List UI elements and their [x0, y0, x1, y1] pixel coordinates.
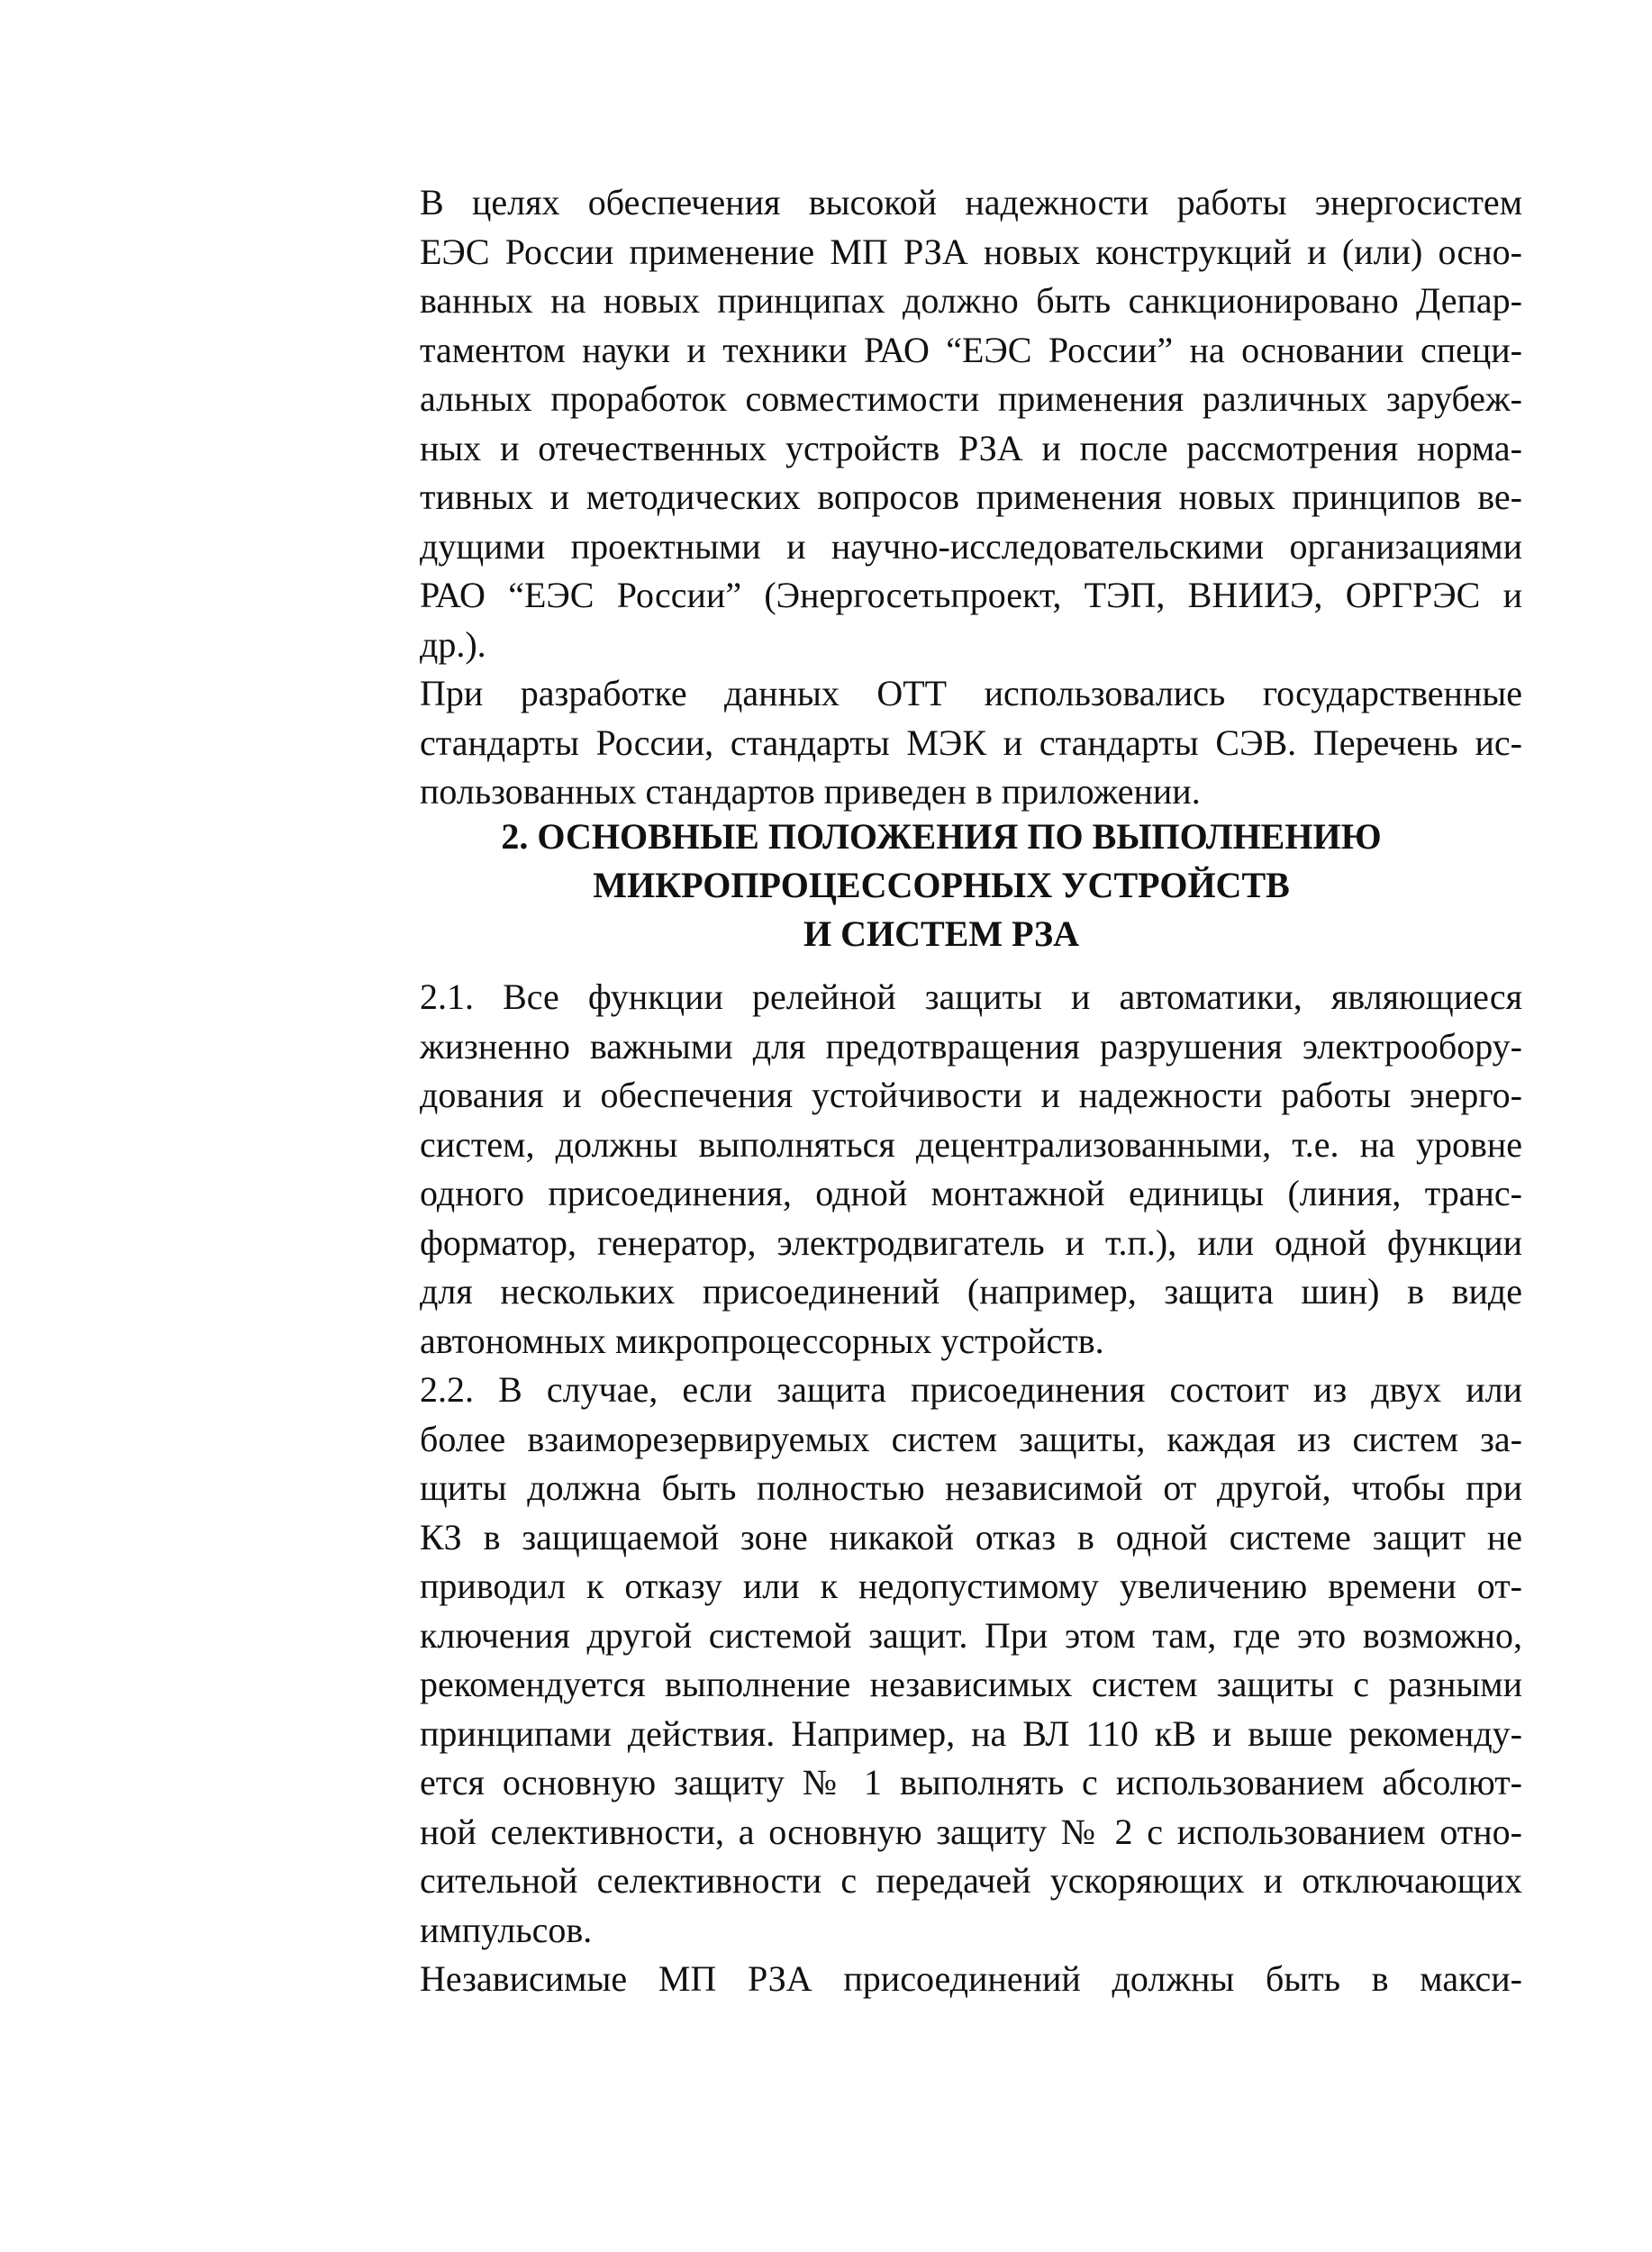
- text-line: импульсов.: [420, 1909, 593, 1950]
- text-line: рекомендуется выполнение независимых систем защиты с разными: [420, 1664, 1522, 1704]
- text-line: ется основную защиту № 1 выполнять с использованием абсолют-: [420, 1762, 1522, 1803]
- paragraph: [360, 669, 1522, 817]
- paragraph-2-1: [360, 973, 1522, 1366]
- text-line: ванных на новых принципах должно быть санкционировано Депар-: [420, 280, 1522, 321]
- text-line: систем, должны выполняться децентрализованными, т.е. на уровне: [420, 1123, 1522, 1165]
- text-line: для нескольких присоединений (например, защита шин) в виде: [420, 1271, 1522, 1312]
- text-line: КЗ в защищаемой зоне никакой отказ в одной системе защит не: [420, 1516, 1522, 1557]
- text-line: Независимые МП РЗА присоединений должны быть в макси-: [420, 1958, 1522, 1999]
- text-line: щиты должна быть полностью независимой от другой, чтобы при: [420, 1467, 1522, 1508]
- text-line: таментом науки и техники РАО “ЕЭС России” на основании специ-: [420, 329, 1522, 370]
- text-line: тивных и методических вопросов применения новых принципов ве-: [420, 477, 1522, 517]
- text-line: 2.2. В случае, если защита присоединения состоит из двух или: [420, 1369, 1522, 1410]
- text-line: ключения другой системой защит. При этом там, где это возможно,: [420, 1614, 1522, 1656]
- text-line: РАО “ЕЭС России” (Энергосетьпроект, ТЭП, ВНИИЭ, ОРГРЭС и: [420, 575, 1522, 615]
- heading-line: 2. ОСНОВНЫЕ ПОЛОЖЕНИЯ ПО ВЫПОЛНЕНИЮ: [501, 816, 1382, 857]
- text-line: дования и обеспечения устойчивости и надежности работы энерго-: [420, 1075, 1522, 1115]
- text-line: пользованных стандартов приведен в приложении.: [420, 771, 1201, 812]
- heading-line: И СИСТЕМ РЗА: [803, 913, 1080, 954]
- text-line: сительной селективности с передачей ускоряющих и отключающих: [420, 1860, 1522, 1901]
- section-text: [360, 973, 1522, 2004]
- intro-text: [360, 178, 1522, 817]
- text-line: более взаиморезервируемых систем защиты, каждая из систем за-: [420, 1418, 1522, 1459]
- paragraph-continued: [360, 1955, 1522, 2004]
- text-line: др.).: [420, 623, 486, 665]
- text-line: принципами действия. Например, на ВЛ 110 кВ и выше рекоменду-: [420, 1712, 1522, 1754]
- text-line: В целях обеспечения высокой надежности работы энергосистем: [420, 182, 1522, 222]
- text-line: одного присоединения, одной монтажной единицы (линия, транс-: [420, 1173, 1522, 1213]
- text-line: альных проработок совместимости применения различных зарубеж-: [420, 378, 1522, 419]
- text-line: жизненно важными для предотвращения разрушения электрообору-: [420, 1025, 1522, 1067]
- text-line: приводил к отказу или к недопустимому увеличению времени от-: [420, 1566, 1522, 1606]
- text-line: форматор, генератор, электродвигатель и т.п.), или одной функции: [420, 1221, 1522, 1263]
- text-line: 2.1. Все функции релейной защиты и автоматики, являющиеся: [420, 976, 1522, 1017]
- paragraph-2-2: [360, 1366, 1522, 1955]
- text-line: ЕЭС России применение МП РЗА новых конструкций и (или) осно-: [420, 231, 1522, 272]
- text-line: ной селективности, а основную защиту № 2 с использованием отно-: [420, 1811, 1522, 1852]
- text-line: ных и отечественных устройств РЗА и после рассмотрения норма-: [420, 427, 1522, 468]
- text-line: автономных микропроцессорных устройств.: [420, 1320, 1104, 1361]
- text-line: При разработке данных ОТТ использовались государственные: [420, 673, 1522, 713]
- text-line: дущими проектными и научно-исследовательскими организациями: [420, 525, 1522, 567]
- heading-line: МИКРОПРОЦЕССОРНЫХ УСТРОЙСТВ: [593, 865, 1290, 905]
- text-line: стандарты России, стандарты МЭК и стандарты СЭВ. Перечень ис-: [420, 722, 1522, 763]
- section-heading: [360, 813, 1522, 958]
- paragraph: [360, 178, 1522, 669]
